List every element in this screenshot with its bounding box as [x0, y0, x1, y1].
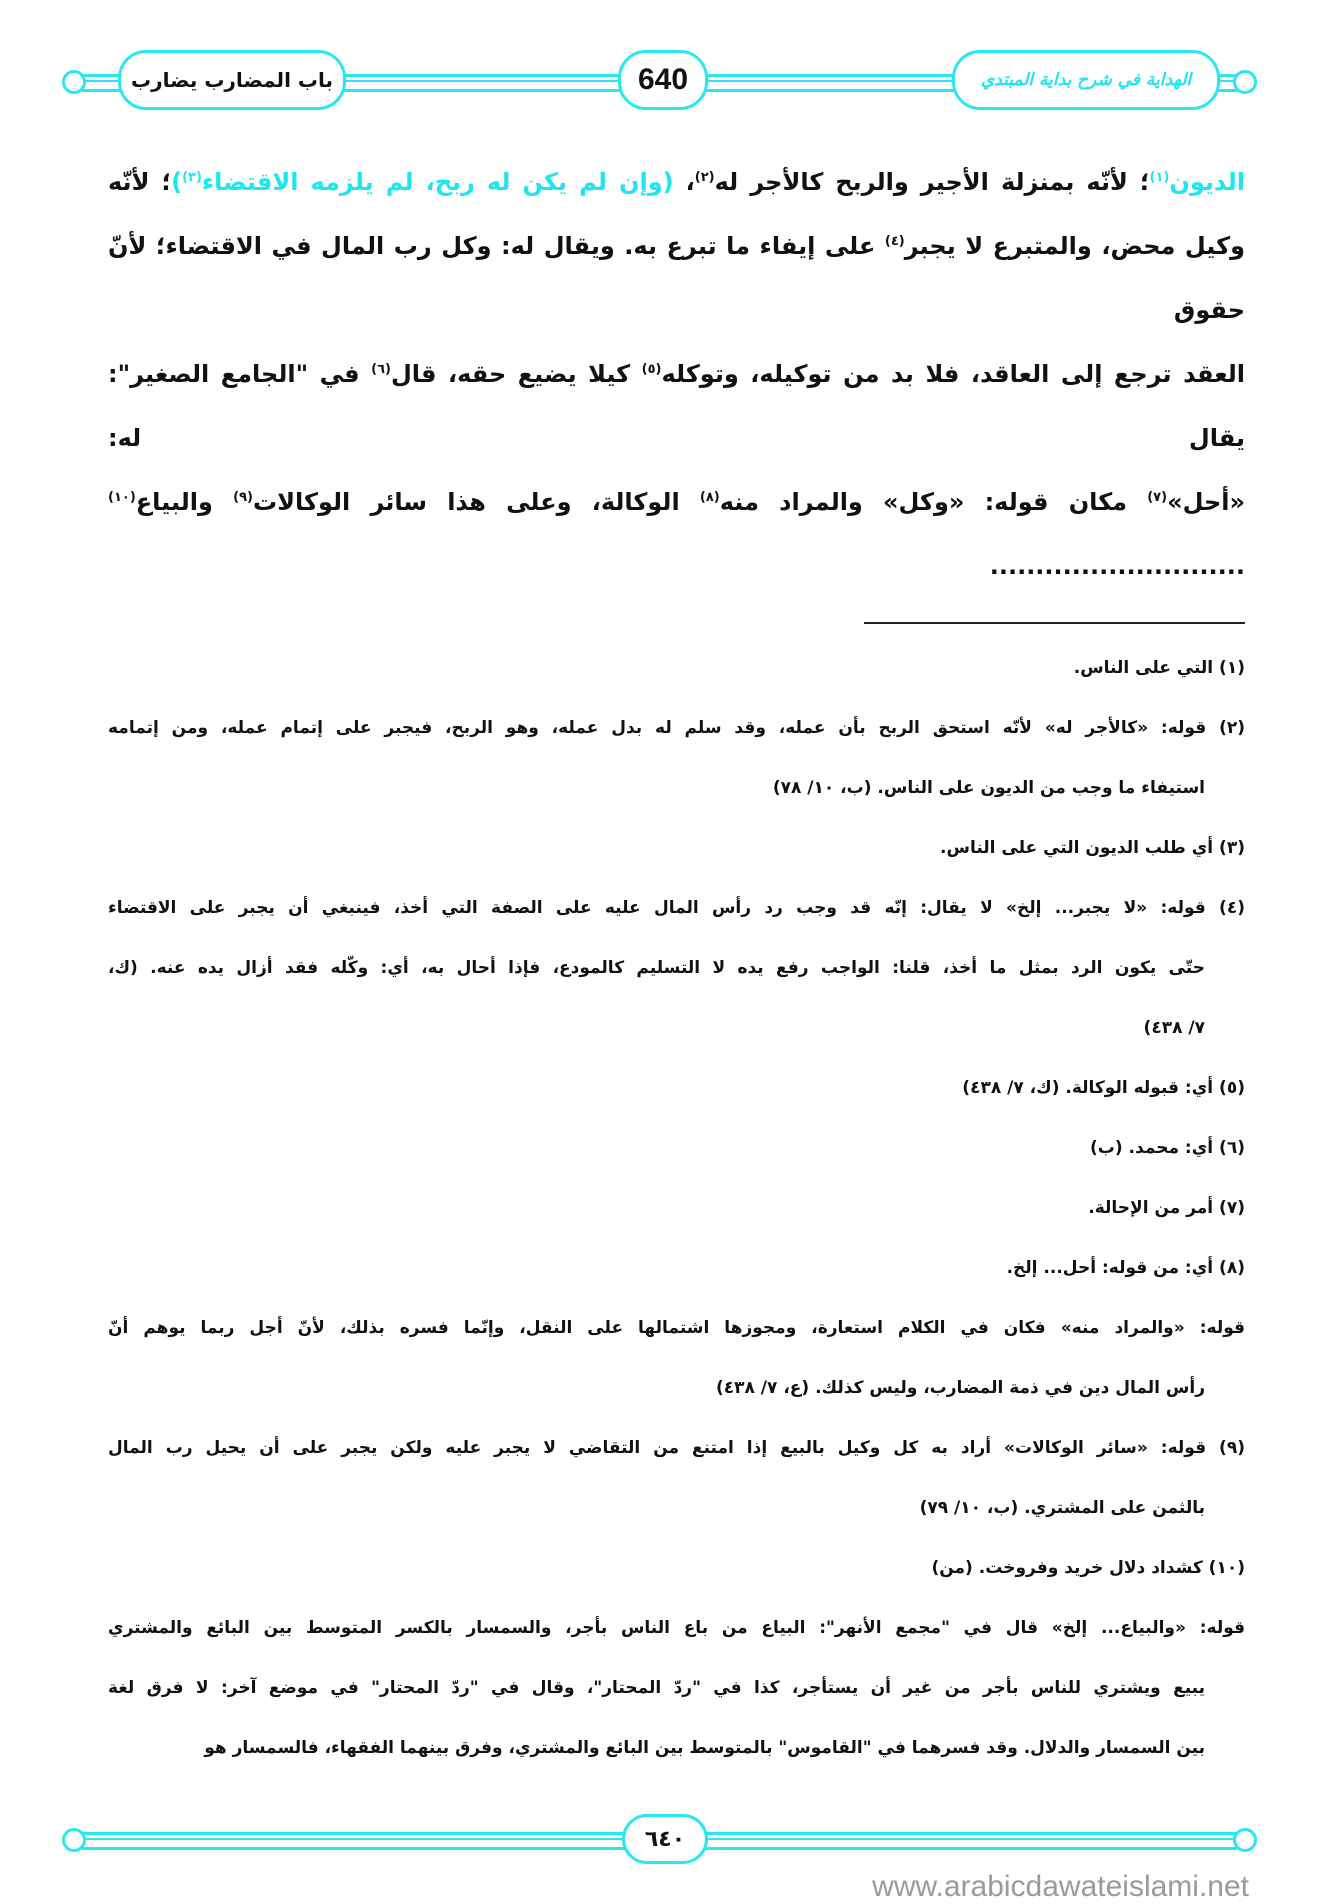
footnote-lemma: (٤) قوله: «لا يجبر... إلخ»	[1006, 898, 1245, 918]
footnote-text: لا يقال: إنّه قد وجب رد رأس المال عليه على الصفة التي أخذ، فينبغي أن يجبر على الاقتضاء	[108, 898, 1007, 918]
chapter-title: باب المضارب يضارب	[118, 50, 346, 110]
footnote-text: لأنّه استحق الربح بأن عمله، وقد سلم له بدل عمله، وهو الربح، فيجبر على إتمام عمله، ومن إتمامه	[108, 718, 1045, 738]
main-text	[108, 150, 1245, 598]
text: في "الجامع الصغير": يقال له:	[108, 360, 1245, 452]
footnote-text: (٨) أي: من قوله: أحل... إلخ.	[1006, 1258, 1245, 1278]
footnote-text: (١٠) كشداد دلال خريد وفروخت. (من)	[931, 1558, 1245, 1578]
main-line	[108, 470, 1245, 598]
footnote-ref[interactable]: (٨)	[699, 490, 720, 505]
footnote-line	[108, 638, 1245, 698]
text: )	[171, 168, 183, 196]
footnote-line	[108, 818, 1245, 878]
ornament-icon	[62, 1828, 86, 1852]
text: ؛ لأنّه	[108, 168, 172, 196]
page-number: 640	[618, 50, 708, 110]
footnote-line	[108, 758, 1245, 818]
ornament-icon	[1233, 1828, 1257, 1852]
footnote-lemma: (٢) قوله: «كالأجر له»	[1044, 718, 1246, 738]
footnote-line	[108, 1178, 1245, 1238]
footnote-line	[108, 998, 1245, 1058]
footnote-text: (١) التي على الناس.	[1073, 658, 1245, 678]
footnote-line	[108, 1658, 1245, 1718]
footnote-line	[108, 1538, 1245, 1598]
footnote-text: بالثمن على المشتري. (ب، ١٠/ ٧٩)	[919, 1498, 1205, 1518]
footnote-line	[108, 1298, 1245, 1358]
footnote-text: (٦) أي: محمد. (ب)	[1090, 1138, 1245, 1158]
text: على إيفاء ما تبرع به. ويقال له: وكل رب المال في الاقتضاء؛ لأنّ حقوق	[108, 232, 1245, 324]
page	[0, 50, 1319, 1904]
footnote-line	[108, 1598, 1245, 1658]
footnote-text: يبيع ويشتري للناس بأجر من غير أن يستأجر، كذا في "ردّ المحتار"، وقال في "ردّ المحتار" في موضع آخر: لا فرق لغة	[108, 1678, 1205, 1698]
watermark: www.arabicdawateislami.net	[872, 1870, 1249, 1903]
footnote-line	[108, 938, 1245, 998]
text: الوكالة، وعلى هذا سائر الوكالات	[253, 488, 700, 516]
lemma-text: الديون	[1169, 168, 1245, 196]
footnote-text: (٥) أي: قبوله الوكالة. (ك، ٧/ ٤٣٨)	[962, 1078, 1245, 1098]
text: مكان قوله: «وكل» والمراد منه	[719, 488, 1148, 516]
footnote-ref[interactable]: (١٠)	[108, 490, 136, 505]
ornament-icon	[62, 70, 86, 94]
footnote-text: بين السمسار والدلال. وقد فسرهما في "القاموس" بالمتوسط بين البائع والمشتري، وفرق بينهما الفقهاء، فالسمسار هو	[204, 1738, 1205, 1758]
main-line	[108, 342, 1245, 470]
footnote-ref[interactable]: (٧)	[1147, 490, 1168, 505]
footnote-line	[108, 1118, 1245, 1178]
footnote-text: (٣) أي طلب الديون التي على الناس.	[940, 838, 1245, 858]
page-footer	[62, 1808, 1257, 1868]
footnote-ref[interactable]: (٩)	[233, 490, 253, 505]
footnote-line	[108, 1058, 1245, 1118]
footnote-line	[108, 1358, 1245, 1418]
text: وكيل محض، والمتبرع لا يجبر	[904, 232, 1245, 260]
text: ؛ لأنّه بمنزلة الأجير والربح كالأجر له	[714, 168, 1150, 196]
text: والبياع	[135, 488, 234, 516]
main-line	[108, 214, 1245, 342]
footnote-line	[108, 1478, 1245, 1538]
ornament-icon	[1233, 70, 1257, 94]
footnote-line	[108, 1238, 1245, 1298]
main-line	[108, 150, 1245, 214]
footnote-line	[108, 878, 1245, 938]
text: كيلا يضيع حقه، قال	[390, 360, 642, 388]
footnote-ref[interactable]: (١)	[1149, 170, 1170, 185]
footnote-text: استيفاء ما وجب من الديون على الناس. (ب، ١٠/ ٧٨)	[772, 778, 1205, 798]
footnote-line	[108, 698, 1245, 758]
footnote-ref[interactable]: (٣)	[182, 170, 202, 185]
footnote-text: رأس المال دين في ذمة المضارب، وليس كذلك. (ع، ٧/ ٤٣٨)	[715, 1378, 1205, 1398]
footnotes	[108, 638, 1245, 1778]
footnote-line	[108, 1418, 1245, 1478]
text: ،	[673, 168, 695, 196]
book-title-logo: الهداية في شرح بداية المبتدي	[952, 50, 1220, 110]
text: ............................	[989, 552, 1245, 580]
text: العقد ترجع إلى العاقد، فلا بد من توكيله، وتوكله	[661, 360, 1245, 388]
footnote-ref[interactable]: (٢)	[694, 170, 715, 185]
footnote-text: حتّى يكون الرد بمثل ما أخذ، قلنا: الواجب رفع يده لا التسليم كالمودع، فإذا أحال به، أي: وكّله فقد أزال يده عنه. (ك،	[108, 958, 1205, 978]
footnote-text: (٧) أمر من الإحالة.	[1088, 1198, 1245, 1218]
footnote-text: قال في "مجمع الأنهر": البياع من باع الناس بأجر، والسمسار بالكسر المتوسط بين البائع والمشتري	[108, 1618, 1052, 1638]
footnote-lemma: قوله: «والبياع... إلخ»	[1051, 1618, 1245, 1638]
footnote-ref[interactable]: (٥)	[641, 362, 662, 377]
footer-page-number: ٦٤٠	[622, 1814, 708, 1864]
footnote-line	[108, 1718, 1245, 1778]
text: «أحل»	[1167, 488, 1246, 516]
footnote-lemma: (٩) قوله: «سائر الوكالات»	[1004, 1438, 1245, 1458]
page-header	[62, 50, 1257, 110]
footnote-lemma: قوله: «والمراد منه»	[1060, 1318, 1245, 1338]
footnote-text: فكان في الكلام استعارة، ومجوزها اشتمالها على النقل، وإنّما فسره بذلك، لأنّ أجل ربما يوهم أنّ	[108, 1318, 1061, 1338]
footnote-ref[interactable]: (٤)	[884, 234, 905, 249]
footnote-ref[interactable]: (٦)	[371, 362, 391, 377]
lemma-text: (وإن لم يكن له ربح، لم يلزمه الاقتضاء	[201, 168, 674, 196]
footnote-text: أراد به كل وكيل بالبيع إذا امتنع من التقاضي لا يجبر عليه ولكن يجبر على أن يحيل رب المال	[108, 1438, 1004, 1458]
footnote-text: ٧/ ٤٣٨)	[1143, 1018, 1205, 1038]
footnote-separator	[864, 622, 1245, 624]
